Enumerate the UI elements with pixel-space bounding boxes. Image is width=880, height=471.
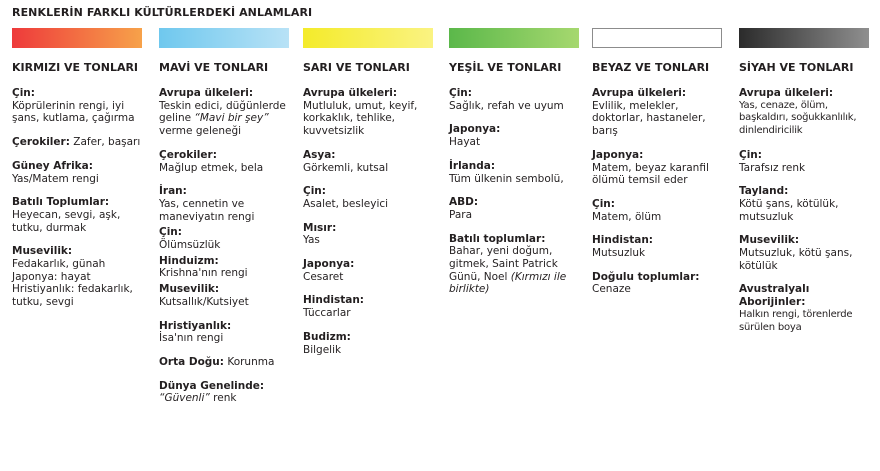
entry	[303, 149, 443, 174]
entry-text: Para	[449, 208, 473, 221]
entry-label: Japonya:	[303, 258, 355, 271]
column-title: SİYAH VE TONLARI	[739, 61, 854, 74]
entry-label: İrlanda:	[449, 159, 496, 172]
entry	[12, 136, 152, 149]
entry	[739, 234, 879, 272]
entry-list	[449, 87, 589, 296]
entry-label: Hinduizm:	[159, 254, 219, 267]
entry-label: Avustralyalı Aborijinler:	[739, 283, 810, 309]
entry-text: “Güvenli” renk	[159, 392, 237, 405]
entry-label: Orta Doğu:	[159, 355, 224, 368]
entry-label: Hindistan:	[592, 234, 654, 247]
entry-text: Sağlık, refah ve uyum	[449, 99, 564, 112]
entry	[159, 149, 299, 174]
entry-text: Yas/Matem rengi	[12, 172, 99, 185]
entry-label: Avrupa ülkeleri:	[739, 87, 834, 99]
entry	[159, 185, 287, 223]
column-white	[592, 28, 732, 307]
column-title: MAVİ VE TONLARI	[159, 61, 269, 74]
entry-label: Çerokiler:	[159, 148, 217, 161]
entry-text: Cesaret	[303, 270, 344, 283]
entry-text: Bilgelik	[303, 343, 342, 356]
entry-text: Köprülerinin rengi, iyi şans, kutlama, çağırma	[12, 99, 135, 125]
entry-label: Hindistan:	[303, 294, 365, 307]
entry-text: Hristiyanlık: fedakarlık, tutku, sevgi	[12, 283, 133, 309]
entry-label: Musevilik:	[12, 245, 73, 258]
entry-label: Çin:	[739, 148, 762, 161]
entry	[449, 196, 589, 221]
entry-text: Mağlup etmek, bela	[159, 161, 264, 174]
column-yellow	[303, 28, 443, 367]
entry-label: Avrupa ülkeleri:	[303, 87, 398, 99]
color-swatch-yellow	[303, 28, 433, 48]
entry	[159, 356, 299, 369]
color-swatch-white	[592, 28, 722, 48]
entry-text: Halkın rengi, törenlerde sürülen boya	[739, 308, 853, 333]
entry-label: Mısır:	[303, 221, 337, 234]
entry	[739, 283, 879, 334]
entry	[739, 149, 879, 174]
entry-text: Hayat	[449, 136, 481, 149]
entry	[303, 331, 443, 356]
entry-label: Çin:	[449, 87, 472, 99]
entry-label: Musevilik:	[739, 234, 800, 247]
entry-text: Evlilik, melekler, doktorlar, hastaneler, barış	[592, 99, 706, 138]
entry-text: Mutluluk, umut, keyif, korkaklık, tehlike, kuvvetsizlik	[303, 99, 418, 138]
column-title: YEŞİL VE TONLARI	[449, 61, 562, 74]
entry-label: Japonya:	[449, 123, 501, 136]
entry-text: Zafer, başarı	[73, 136, 141, 149]
entry	[159, 320, 299, 345]
entry-text: Tüccarlar	[303, 307, 351, 320]
entry-label: Tayland:	[739, 185, 789, 198]
entry-label: Asya:	[303, 148, 336, 161]
entry	[12, 196, 137, 234]
entry-text: Görkemli, kutsal	[303, 161, 389, 174]
entry-text: Kutsallık/Kutsiyet	[159, 295, 249, 308]
entry-label: Çin:	[303, 185, 326, 198]
entry-list	[159, 87, 299, 405]
entry-label: Avrupa ülkeleri:	[159, 87, 254, 99]
entry	[159, 283, 299, 308]
entry	[449, 123, 589, 148]
entry	[159, 255, 299, 280]
entry	[592, 234, 732, 259]
color-swatch-green	[449, 28, 579, 48]
entry-text: Matem, ölüm	[592, 210, 662, 223]
entry-label: ABD:	[449, 196, 479, 209]
entry-label: Budizm:	[303, 330, 351, 343]
entry-list	[303, 87, 443, 356]
entry-text: Kötü şans, kötülük, mutsuzluk	[739, 197, 839, 223]
entry	[592, 198, 732, 223]
entry-text: Tüm ülkenin sembolü,	[449, 172, 564, 185]
entry-label: Batılı toplumlar:	[449, 232, 546, 245]
entry-text: Yas, cenaze, ölüm, başkaldırı, soğukkanlılık, dinlendiricilik	[739, 99, 857, 137]
entry-label: Hristiyanlık:	[159, 319, 232, 332]
color-swatch-red	[12, 28, 142, 48]
entry	[449, 160, 589, 185]
entry-text: Fedakarlık, günah	[12, 258, 106, 271]
entry-text: Yas	[303, 234, 320, 247]
column-title: SARI VE TONLARI	[303, 61, 410, 74]
entry-label: Çin:	[159, 226, 182, 239]
entry-label: İran:	[159, 185, 187, 198]
entry	[303, 87, 433, 138]
entry-label: Avrupa ülkeleri:	[592, 87, 687, 99]
column-title: BEYAZ VE TONLARI	[592, 61, 710, 74]
entry-label: Çerokiler:	[12, 136, 70, 149]
entry-text: Teskin edici, düğünlerde geline “Mavi bir şey” verme geleneği	[159, 99, 286, 138]
column-red	[12, 28, 152, 320]
entry	[739, 185, 879, 223]
entry-list	[592, 87, 732, 296]
entry-text: Asalet, besleyici	[303, 197, 389, 210]
column-title: KIRMIZI VE TONLARI	[12, 61, 139, 74]
entry	[303, 185, 443, 210]
entry	[159, 380, 299, 405]
entry-text: Bahar, yeni doğum, gitmek, Saint Patrick Günü, Noel (Kırmızı ile birlikte)	[449, 245, 567, 296]
column-green	[449, 28, 589, 307]
entry-label: Batılı Toplumlar:	[12, 196, 110, 209]
entry	[159, 226, 299, 251]
entry-text: Mutsuzluk, kötü şans, kötülük	[739, 247, 853, 272]
page-title: RENKLERİN FARKLI KÜLTÜRLERDEKİ ANLAMLARI	[12, 6, 313, 19]
entry-label: Çin:	[592, 197, 615, 210]
entry-text: Japonya: hayat	[12, 270, 91, 283]
entry-text: Mutsuzluk	[592, 247, 646, 260]
entry-label: Güney Afrika:	[12, 159, 93, 172]
entry-text: Korunma	[227, 355, 275, 368]
entry	[449, 87, 589, 112]
entry-text: Heyecan, sevgi, aşk, tutku, durmak	[12, 208, 121, 234]
entry	[12, 87, 147, 125]
entry-text: Yas, cennetin ve maneviyatın rengi	[159, 197, 255, 223]
entry-text: Matem, beyaz karanfil ölümü temsil eder	[592, 161, 709, 187]
entry	[12, 160, 152, 185]
entry	[12, 245, 152, 309]
column-blue	[159, 28, 299, 416]
entry	[159, 87, 299, 138]
entry-text: Tarafsız renk	[739, 161, 806, 174]
entry-label: Çin:	[12, 87, 35, 99]
entry-label: Doğulu toplumlar:	[592, 270, 700, 283]
entry-label: Japonya:	[592, 148, 644, 161]
entry-text: İsa'nın rengi	[159, 332, 224, 345]
column-black	[739, 28, 879, 345]
entry	[592, 271, 732, 296]
entry-list	[12, 87, 152, 309]
entry-text: Ölümsüzlük	[159, 239, 221, 252]
entry	[592, 149, 724, 187]
entry-text: Krishna'nın rengi	[159, 267, 248, 280]
color-swatch-blue	[159, 28, 289, 48]
entry-text: Cenaze	[592, 283, 631, 296]
entry	[303, 258, 443, 283]
entry-label: Dünya Genelinde:	[159, 379, 265, 392]
entry	[592, 87, 710, 138]
color-swatch-black	[739, 28, 869, 48]
entry	[303, 294, 443, 319]
entry-label: Musevilik:	[159, 283, 220, 296]
entry	[449, 233, 577, 297]
entry-list	[739, 87, 879, 334]
entry	[739, 87, 879, 138]
entry	[303, 222, 443, 247]
